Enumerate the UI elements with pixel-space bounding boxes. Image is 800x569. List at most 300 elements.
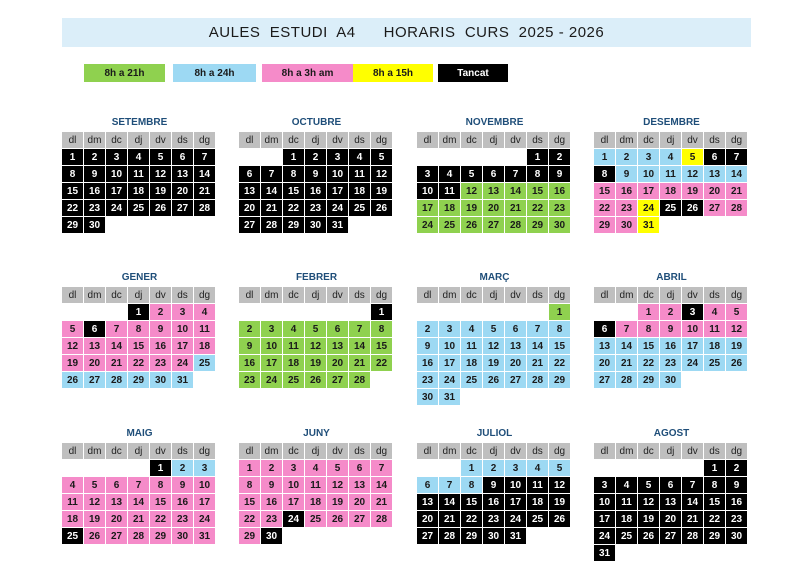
day-cell: 29	[549, 372, 571, 389]
day-cell: 25	[62, 528, 84, 545]
day-cell: 1	[371, 304, 393, 321]
weekday-header: dv	[327, 132, 349, 149]
day-cell: 23	[305, 200, 327, 217]
day-cell: 2	[616, 149, 638, 166]
day-cell: 4	[616, 477, 638, 494]
day-cell: 14	[349, 338, 371, 355]
weekday-header: dv	[150, 443, 172, 460]
weekday-header: dl	[594, 287, 616, 304]
day-cell: 7	[439, 477, 461, 494]
day-cell: 22	[461, 511, 483, 528]
day-cell: 11	[616, 494, 638, 511]
weekday-header: ds	[172, 287, 194, 304]
weekday-header: dg	[549, 443, 571, 460]
day-cell: 5	[305, 321, 327, 338]
day-cell: 6	[84, 321, 106, 338]
month-name: JUNY	[303, 428, 330, 439]
day-cell: 17	[594, 511, 616, 528]
day-cell: 27	[172, 200, 194, 217]
day-cell: 29	[239, 528, 261, 545]
day-cell: 13	[84, 338, 106, 355]
day-cell: 13	[106, 494, 128, 511]
month-grid	[594, 287, 749, 389]
day-cell: 23	[150, 355, 172, 372]
weekday-header: ds	[527, 443, 549, 460]
weekday-header: dj	[483, 132, 505, 149]
empty-cell	[62, 460, 84, 477]
day-cell: 20	[239, 200, 261, 217]
day-cell: 23	[726, 511, 748, 528]
day-cell: 21	[726, 183, 748, 200]
month-grid	[594, 132, 749, 234]
empty-cell	[505, 149, 527, 166]
weekday-header: dm	[84, 443, 106, 460]
day-cell: 17	[327, 183, 349, 200]
day-cell: 9	[239, 338, 261, 355]
day-cell: 20	[349, 494, 371, 511]
day-cell: 28	[726, 200, 748, 217]
day-cell: 23	[660, 355, 682, 372]
day-cell: 9	[660, 321, 682, 338]
day-cell: 22	[638, 355, 660, 372]
day-cell: 22	[704, 511, 726, 528]
day-cell: 26	[84, 528, 106, 545]
day-cell: 12	[638, 494, 660, 511]
day-cell: 3	[106, 149, 128, 166]
day-cell: 17	[638, 183, 660, 200]
day-cell: 26	[150, 200, 172, 217]
day-cell: 15	[371, 338, 393, 355]
day-cell: 20	[704, 183, 726, 200]
empty-cell	[638, 460, 660, 477]
day-cell: 13	[172, 166, 194, 183]
weekday-header: dg	[549, 287, 571, 304]
weekday-header: dg	[726, 287, 748, 304]
day-cell: 11	[660, 166, 682, 183]
weekday-header: dc	[461, 443, 483, 460]
day-cell: 27	[704, 200, 726, 217]
month-name: MAIG	[126, 428, 153, 439]
day-cell: 22	[239, 511, 261, 528]
day-cell: 3	[261, 321, 283, 338]
day-cell: 30	[726, 528, 748, 545]
weekday-header: dl	[417, 443, 439, 460]
weekday-header: dg	[549, 132, 571, 149]
day-cell: 17	[194, 494, 216, 511]
day-cell: 20	[172, 183, 194, 200]
day-cell: 30	[616, 217, 638, 234]
day-cell: 9	[261, 477, 283, 494]
day-cell: 29	[638, 372, 660, 389]
day-cell: 21	[439, 511, 461, 528]
day-cell: 24	[106, 200, 128, 217]
day-cell: 12	[62, 338, 84, 355]
day-cell: 15	[594, 183, 616, 200]
day-cell: 2	[84, 149, 106, 166]
day-cell: 24	[638, 200, 660, 217]
month-calendar	[417, 117, 572, 234]
day-cell: 28	[194, 200, 216, 217]
day-cell: 21	[261, 200, 283, 217]
day-cell: 24	[283, 511, 305, 528]
day-cell: 18	[527, 494, 549, 511]
day-cell: 8	[128, 321, 150, 338]
weekday-header: dl	[239, 132, 261, 149]
day-cell: 19	[84, 511, 106, 528]
day-cell: 27	[417, 528, 439, 545]
weekday-header: dm	[439, 132, 461, 149]
empty-cell	[439, 149, 461, 166]
empty-cell	[660, 460, 682, 477]
day-cell: 23	[417, 372, 439, 389]
day-cell: 8	[527, 166, 549, 183]
day-cell: 4	[527, 460, 549, 477]
day-cell: 6	[594, 321, 616, 338]
day-cell: 29	[594, 217, 616, 234]
day-cell: 7	[194, 149, 216, 166]
day-cell: 26	[726, 355, 748, 372]
empty-cell	[505, 304, 527, 321]
weekday-header: dg	[371, 443, 393, 460]
day-cell: 28	[527, 372, 549, 389]
day-cell: 17	[172, 338, 194, 355]
day-cell: 2	[660, 304, 682, 321]
day-cell: 8	[594, 166, 616, 183]
day-cell: 22	[150, 511, 172, 528]
day-cell: 1	[62, 149, 84, 166]
day-cell: 29	[283, 217, 305, 234]
empty-cell	[439, 460, 461, 477]
weekday-header: dj	[305, 132, 327, 149]
weekday-header: ds	[172, 132, 194, 149]
day-cell: 15	[150, 494, 172, 511]
weekday-header: dj	[305, 287, 327, 304]
weekday-header: dm	[261, 287, 283, 304]
day-cell: 30	[84, 217, 106, 234]
day-cell: 16	[305, 183, 327, 200]
day-cell: 4	[704, 304, 726, 321]
empty-cell	[616, 304, 638, 321]
month-name: MARÇ	[479, 272, 510, 283]
day-cell: 19	[549, 494, 571, 511]
empty-cell	[349, 304, 371, 321]
day-cell: 21	[194, 183, 216, 200]
day-cell: 24	[594, 528, 616, 545]
day-cell: 4	[62, 477, 84, 494]
day-cell: 17	[261, 355, 283, 372]
day-cell: 15	[239, 494, 261, 511]
day-cell: 1	[704, 460, 726, 477]
weekday-header: dl	[62, 132, 84, 149]
day-cell: 30	[549, 217, 571, 234]
weekday-header: dj	[483, 287, 505, 304]
day-cell: 20	[594, 355, 616, 372]
day-cell: 5	[483, 321, 505, 338]
day-cell: 19	[638, 511, 660, 528]
day-cell: 7	[371, 460, 393, 477]
weekday-header: dv	[505, 287, 527, 304]
day-cell: 1	[594, 149, 616, 166]
day-cell: 14	[261, 183, 283, 200]
weekday-header: dv	[150, 132, 172, 149]
day-cell: 23	[616, 200, 638, 217]
day-cell: 24	[261, 372, 283, 389]
day-cell: 24	[505, 511, 527, 528]
day-cell: 25	[349, 200, 371, 217]
weekday-header: dm	[439, 443, 461, 460]
day-cell: 31	[327, 217, 349, 234]
day-cell: 12	[682, 166, 704, 183]
day-cell: 30	[150, 372, 172, 389]
day-cell: 18	[349, 183, 371, 200]
day-cell: 13	[704, 166, 726, 183]
day-cell: 10	[172, 321, 194, 338]
day-cell: 11	[194, 321, 216, 338]
weekday-header: ds	[704, 287, 726, 304]
day-cell: 12	[461, 183, 483, 200]
day-cell: 7	[505, 166, 527, 183]
empty-cell	[439, 304, 461, 321]
day-cell: 28	[261, 217, 283, 234]
day-cell: 3	[194, 460, 216, 477]
day-cell: 27	[483, 217, 505, 234]
day-cell: 23	[84, 200, 106, 217]
weekday-header: dg	[371, 287, 393, 304]
day-cell: 28	[106, 372, 128, 389]
weekday-header: dl	[239, 443, 261, 460]
weekday-header: dj	[128, 287, 150, 304]
day-cell: 25	[194, 355, 216, 372]
day-cell: 10	[594, 494, 616, 511]
day-cell: 26	[371, 200, 393, 217]
month-calendar	[239, 428, 394, 545]
day-cell: 13	[594, 338, 616, 355]
day-cell: 3	[283, 460, 305, 477]
empty-cell	[417, 460, 439, 477]
weekday-header: dg	[194, 443, 216, 460]
day-cell: 22	[527, 200, 549, 217]
day-cell: 15	[638, 338, 660, 355]
weekday-header: dm	[84, 132, 106, 149]
day-cell: 27	[106, 528, 128, 545]
day-cell: 31	[594, 545, 616, 562]
weekday-header: dc	[283, 287, 305, 304]
day-cell: 8	[283, 166, 305, 183]
day-cell: 20	[84, 355, 106, 372]
day-cell: 2	[305, 149, 327, 166]
day-cell: 10	[439, 338, 461, 355]
weekday-header: dv	[327, 287, 349, 304]
day-cell: 25	[527, 511, 549, 528]
weekday-header: dj	[128, 443, 150, 460]
day-cell: 10	[638, 166, 660, 183]
day-cell: 22	[594, 200, 616, 217]
day-cell: 13	[239, 183, 261, 200]
day-cell: 16	[239, 355, 261, 372]
month-name: FEBRER	[295, 272, 338, 283]
day-cell: 8	[704, 477, 726, 494]
day-cell: 7	[682, 477, 704, 494]
empty-cell	[239, 304, 261, 321]
day-cell: 18	[62, 511, 84, 528]
day-cell: 10	[505, 477, 527, 494]
day-cell: 26	[638, 528, 660, 545]
month-calendar	[62, 272, 217, 389]
weekday-header: dl	[594, 132, 616, 149]
weekday-header: dg	[194, 287, 216, 304]
day-cell: 18	[660, 183, 682, 200]
day-cell: 31	[638, 217, 660, 234]
day-cell: 26	[483, 372, 505, 389]
weekday-header: dv	[150, 287, 172, 304]
weekday-header: dg	[726, 443, 748, 460]
month-grid	[239, 443, 394, 545]
day-cell: 24	[327, 200, 349, 217]
day-cell: 17	[439, 355, 461, 372]
empty-cell	[305, 304, 327, 321]
day-cell: 29	[150, 528, 172, 545]
day-cell: 1	[461, 460, 483, 477]
day-cell: 11	[704, 321, 726, 338]
day-cell: 13	[327, 338, 349, 355]
day-cell: 9	[150, 321, 172, 338]
day-cell: 16	[483, 494, 505, 511]
day-cell: 27	[349, 511, 371, 528]
day-cell: 2	[549, 149, 571, 166]
empty-cell	[239, 149, 261, 166]
weekday-header: dj	[483, 443, 505, 460]
legend-item: 8h a 15h	[353, 64, 433, 82]
weekday-header: dj	[660, 443, 682, 460]
day-cell: 29	[461, 528, 483, 545]
day-cell: 22	[62, 200, 84, 217]
day-cell: 10	[283, 477, 305, 494]
month-grid	[62, 132, 217, 234]
day-cell: 30	[483, 528, 505, 545]
day-cell: 13	[505, 338, 527, 355]
day-cell: 29	[62, 217, 84, 234]
day-cell: 15	[549, 338, 571, 355]
day-cell: 23	[483, 511, 505, 528]
day-cell: 12	[305, 338, 327, 355]
month-grid	[62, 287, 217, 389]
day-cell: 8	[461, 477, 483, 494]
day-cell: 5	[549, 460, 571, 477]
day-cell: 11	[62, 494, 84, 511]
day-cell: 30	[172, 528, 194, 545]
day-cell: 14	[106, 338, 128, 355]
day-cell: 25	[704, 355, 726, 372]
day-cell: 18	[305, 494, 327, 511]
weekday-header: dc	[106, 443, 128, 460]
day-cell: 9	[417, 338, 439, 355]
day-cell: 12	[483, 338, 505, 355]
day-cell: 21	[682, 511, 704, 528]
day-cell: 12	[371, 166, 393, 183]
weekday-header: dl	[62, 443, 84, 460]
empty-cell	[261, 149, 283, 166]
empty-cell	[594, 460, 616, 477]
day-cell: 5	[461, 166, 483, 183]
empty-cell	[327, 304, 349, 321]
day-cell: 11	[439, 183, 461, 200]
day-cell: 6	[349, 460, 371, 477]
empty-cell	[483, 304, 505, 321]
weekday-header: dj	[660, 132, 682, 149]
day-cell: 27	[84, 372, 106, 389]
weekday-header: dv	[682, 132, 704, 149]
day-cell: 28	[349, 372, 371, 389]
day-cell: 6	[239, 166, 261, 183]
day-cell: 16	[84, 183, 106, 200]
day-cell: 10	[194, 477, 216, 494]
day-cell: 26	[327, 511, 349, 528]
weekday-header: dj	[305, 443, 327, 460]
weekday-header: ds	[349, 443, 371, 460]
day-cell: 25	[283, 372, 305, 389]
day-cell: 14	[616, 338, 638, 355]
day-cell: 24	[172, 355, 194, 372]
day-cell: 25	[305, 511, 327, 528]
day-cell: 20	[505, 355, 527, 372]
day-cell: 29	[527, 217, 549, 234]
day-cell: 7	[349, 321, 371, 338]
empty-cell	[62, 304, 84, 321]
day-cell: 21	[616, 355, 638, 372]
day-cell: 6	[327, 321, 349, 338]
weekday-header: dc	[638, 132, 660, 149]
day-cell: 4	[305, 460, 327, 477]
month-name: ABRIL	[656, 272, 687, 283]
day-cell: 12	[549, 477, 571, 494]
day-cell: 6	[172, 149, 194, 166]
weekday-header: dv	[682, 287, 704, 304]
weekday-header: ds	[704, 443, 726, 460]
month-calendar	[239, 117, 394, 234]
day-cell: 8	[62, 166, 84, 183]
weekday-header: ds	[349, 287, 371, 304]
day-cell: 24	[439, 372, 461, 389]
day-cell: 1	[638, 304, 660, 321]
day-cell: 25	[461, 372, 483, 389]
day-cell: 8	[371, 321, 393, 338]
day-cell: 13	[417, 494, 439, 511]
day-cell: 3	[682, 304, 704, 321]
legend-item: 8h a 3h am	[262, 64, 353, 82]
month-calendar	[594, 117, 749, 234]
month-grid	[417, 287, 572, 406]
day-cell: 4	[349, 149, 371, 166]
month-grid	[417, 443, 572, 545]
day-cell: 30	[417, 389, 439, 406]
day-cell: 5	[638, 477, 660, 494]
day-cell: 7	[128, 477, 150, 494]
day-cell: 14	[128, 494, 150, 511]
weekday-header: dc	[638, 443, 660, 460]
empty-cell	[106, 460, 128, 477]
day-cell: 9	[84, 166, 106, 183]
day-cell: 31	[439, 389, 461, 406]
month-calendar	[239, 272, 394, 389]
weekday-header: ds	[172, 443, 194, 460]
day-cell: 3	[417, 166, 439, 183]
day-cell: 5	[327, 460, 349, 477]
day-cell: 18	[704, 338, 726, 355]
title-bar	[62, 18, 751, 47]
day-cell: 10	[106, 166, 128, 183]
day-cell: 19	[371, 183, 393, 200]
day-cell: 24	[682, 355, 704, 372]
